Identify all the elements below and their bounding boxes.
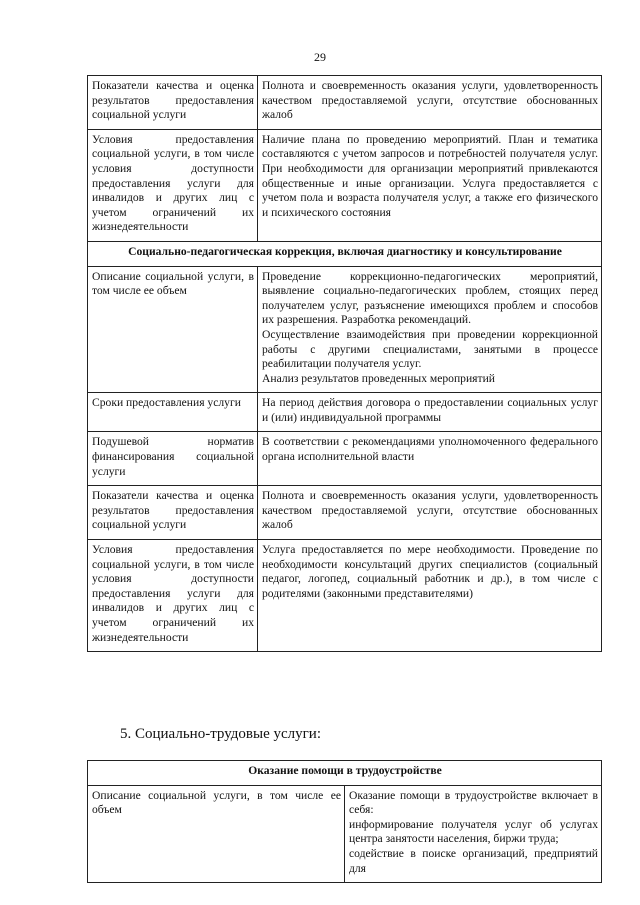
- value-paragraph: Оказание помощи в трудоустройстве включает в себя:: [349, 788, 598, 817]
- row-label: Показатели качества и оценка результатов предоставления социальной услуги: [88, 76, 258, 130]
- table-row: [88, 393, 602, 432]
- value-paragraph: Услуга предоставляется по мере необходимости. Проведение по необходимости консультаций других специалистов (социальный педагог, логопед, социальный работник и др.), в том числе с родителями (законными представителями): [262, 543, 598, 600]
- section-title: Социально-педагогическая коррекция, включая диагностику и консультирование: [88, 241, 602, 266]
- table-row: [88, 76, 602, 130]
- value-paragraph: Полнота и своевременность оказания услуги, удовлетворенность качеством предоставляемой услуги, отсутствие обоснованных жалоб: [262, 79, 598, 122]
- row-value: [258, 76, 602, 130]
- section-row: [88, 241, 602, 266]
- table-row: [88, 129, 602, 241]
- row-value: [258, 393, 602, 432]
- row-value: [258, 129, 602, 241]
- value-paragraph: Анализ результатов проведенных мероприятий: [262, 371, 495, 385]
- value-paragraph: На период действия договора о предоставлении социальных услуг и (или) индивидуальной программы: [262, 396, 598, 424]
- value-paragraph: информирование получателя услуг об услугах центра занятости населения, биржи труда;: [349, 817, 598, 846]
- table-row: [88, 486, 602, 540]
- row-label: Показатели качества и оценка результатов предоставления социальной услуги: [88, 486, 258, 540]
- row-value: [258, 432, 602, 486]
- value-paragraph: В соответствии с рекомендациями уполномоченного федерального органа исполнительной власти: [262, 435, 598, 464]
- row-label: Условия предоставления социальной услуги, в том числе условия доступности предоставления услуги для инвалидов и других лиц с учетом ограничений их жизнедеятельности: [88, 129, 258, 241]
- row-value: [258, 486, 602, 540]
- table-row: [88, 540, 602, 652]
- row-label: Описание социальной услуги, в том числе ее объем: [88, 785, 345, 883]
- table-row: [88, 432, 602, 486]
- value-paragraph: Проведение коррекционно-педагогических мероприятий, выявление социально-педагогических проблем, стоящих перед получателем услуг, разъяснение имеющихся проблем и способов их разрешения. Разработка рекомендаций.: [262, 269, 598, 327]
- table-row: [88, 266, 602, 393]
- services-table-2: [87, 760, 602, 883]
- value-paragraph: Наличие плана по проведению мероприятий. План и тематика составляются с учетом запросов и потребностей получателя услуг. При необходимости для организации мероприятий привлекаются общественные и иные организации. Услуга предоставляется с учетом пола и возраста получателя услуг, а также его физического и психического состояния: [262, 132, 598, 219]
- page-number: 29: [314, 50, 326, 64]
- row-label: Сроки предоставления услуги: [88, 393, 258, 432]
- section-title: Оказание помощи в трудоустройстве: [88, 761, 602, 786]
- value-paragraph: Полнота и своевременность оказания услуги, удовлетворенность качеством предоставляемой услуги, отсутствие обоснованных жалоб: [262, 489, 598, 532]
- row-value: [258, 266, 602, 393]
- value-paragraph: содействие в поиске организаций, предприятий для: [349, 846, 598, 875]
- value-paragraph: Осуществление взаимодействия при проведении коррекционной работы с другими специалистами, занятыми в процессе реабилитации получателя услуг.: [262, 327, 598, 371]
- table-row: [88, 785, 602, 883]
- services-table: [87, 75, 602, 652]
- row-label: Описание социальной услуги, в том числе ее объем: [88, 266, 258, 393]
- section-row: [88, 761, 602, 786]
- section-heading: 5. Социально-трудовые услуги:: [120, 726, 321, 742]
- row-label: Подушевой норматив финансирования социальной услуги: [88, 432, 258, 486]
- row-value: [345, 785, 602, 883]
- row-label: Условия предоставления социальной услуги, в том числе условия доступности предоставления услуги для инвалидов и других лиц с учетом ограничений их жизнедеятельности: [88, 540, 258, 652]
- row-value: [258, 540, 602, 652]
